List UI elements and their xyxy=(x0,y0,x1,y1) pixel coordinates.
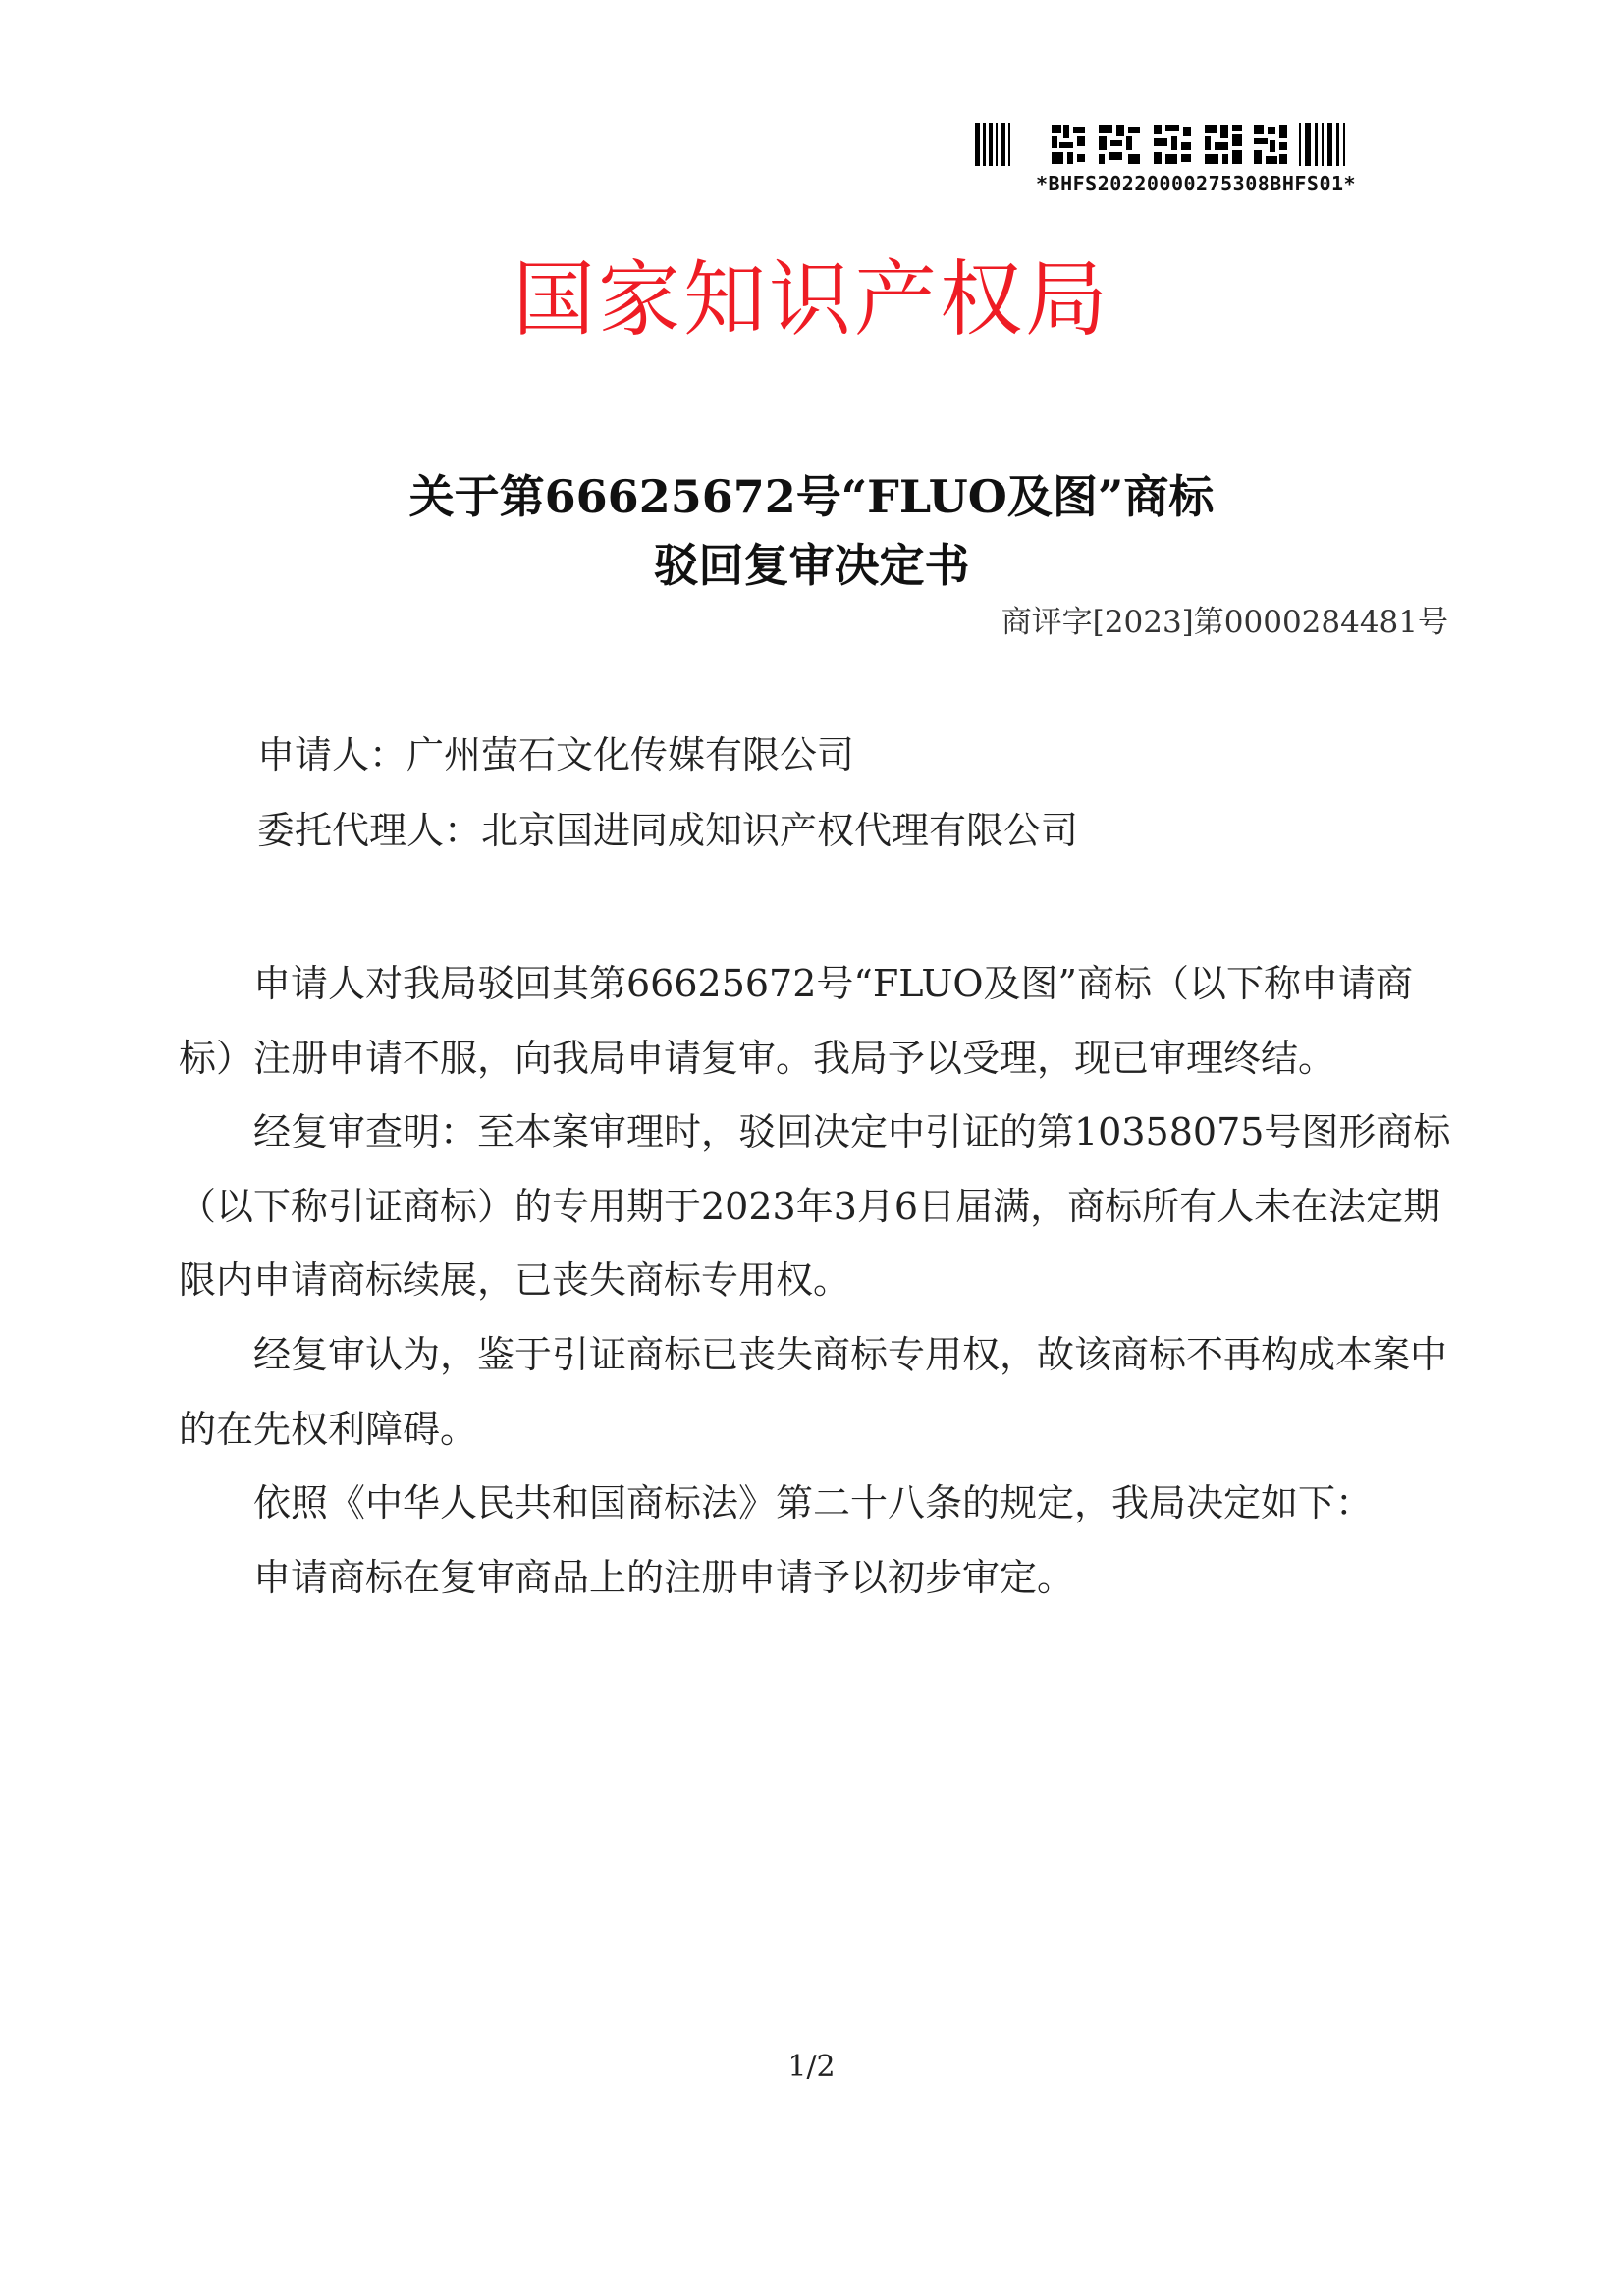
body-paragraph: 申请商标在复审商品上的注册申请予以初步审定。 xyxy=(253,1555,1075,1599)
barcode-number: *BHFS20220000275308BHFS01* xyxy=(1036,172,1357,195)
page-number: 1/2 xyxy=(787,2050,836,2084)
decision-number: 商评字[2023]第0000284481号 xyxy=(1001,605,1448,640)
applicant-line: 申请人：广州萤石文化传媒有限公司 xyxy=(257,733,855,776)
body-paragraph: 经复审认为，鉴于引证商标已丧失商标专用权，故该商标不再构成本案中的在先权利障碍。 xyxy=(179,1332,1448,1451)
body-paragraph: 申请人对我局驳回其第66625672号“FLUO及图”商标（以下称申请商标）注册申请不服，向我局申请复审。我局予以受理，现已审理终结。 xyxy=(179,962,1413,1080)
document-title-line2: 驳回复审决定书 xyxy=(653,539,970,592)
agency-name: 国家知识产权局 xyxy=(512,251,1110,347)
decision-body xyxy=(179,947,1455,1615)
document-barcode xyxy=(975,115,1387,195)
document-title-line1: 关于第66625672号“FLUO及图”商标 xyxy=(408,470,1215,523)
body-paragraph: 依照《中华人民共和国商标法》第二十八条的规定，我局决定如下： xyxy=(253,1481,1374,1525)
agent-line: 委托代理人：北京国进同成知识产权代理有限公司 xyxy=(257,809,1079,852)
body-paragraph: 经复审查明：至本案审理时，驳回决定中引证的第10358075号图形商标（以下称引证商标）的专用期于2023年3月6日届满，商标所有人未在法定期限内申请商标续展，已丧失商标专用权。 xyxy=(179,1110,1451,1303)
barcode-icon xyxy=(975,115,1387,168)
